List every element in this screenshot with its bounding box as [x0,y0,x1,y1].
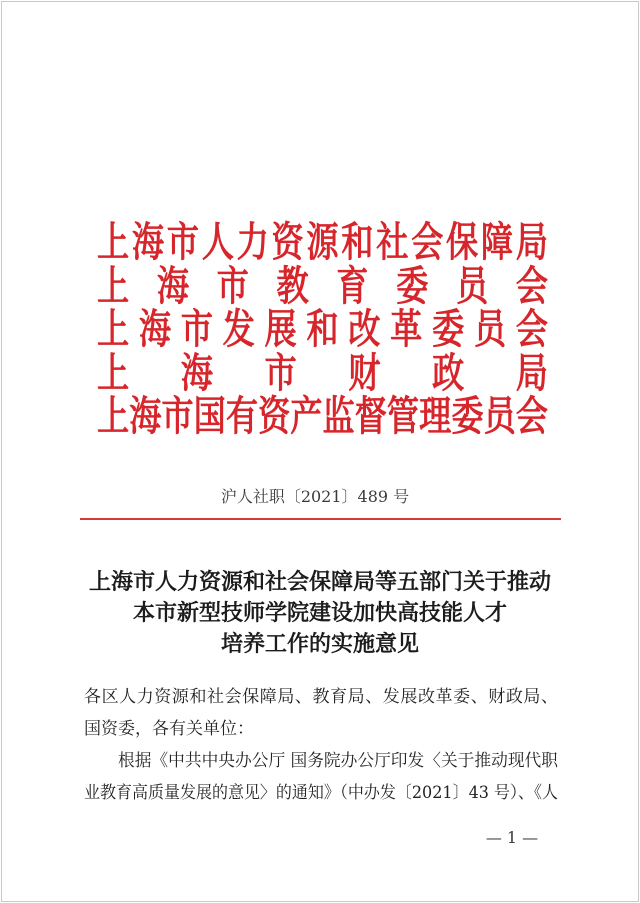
title-line: 上海市人力资源和社会保障局等五部门关于推动 [88,569,551,595]
issuer-block [97,218,548,440]
issuer-development-reform-commission: 上海市发展和改革委员会 [97,305,548,353]
paragraph-line: 业教育高质量发展的意见〉的通知》（中办发〔2021〕43 号）、《人 [84,783,558,803]
title-line: 本市新型技师学院建设加快高技能人才 [132,600,507,626]
paragraph-line: 根据《中共中央办公厅 国务院办公厅印发〈关于推动现代职 [118,751,558,771]
salutation-line: 国资委，各有关单位： [84,719,254,739]
salutation-line: 各区人力资源和社会保障局、教育局、发展改革委、财政局、 [84,687,558,707]
title-line: 培养工作的实施意见 [220,631,419,657]
issuer-state-assets-commission: 上海市国有资产监督管理委员会 [97,392,548,440]
red-separator-line [80,518,561,520]
issuer-finance-bureau: 上 海 市 财 政 局 [97,348,548,397]
page-number: — 1 — [485,828,539,847]
issuer-human-resources-bureau: 上海市人力资源和社会保障局 [97,218,548,266]
issuer-education-commission: 上 海 市 教 育 委 员 会 [97,261,548,310]
document-number: 沪人社职〔2021〕489 号 [220,487,410,506]
document-title [80,567,560,660]
